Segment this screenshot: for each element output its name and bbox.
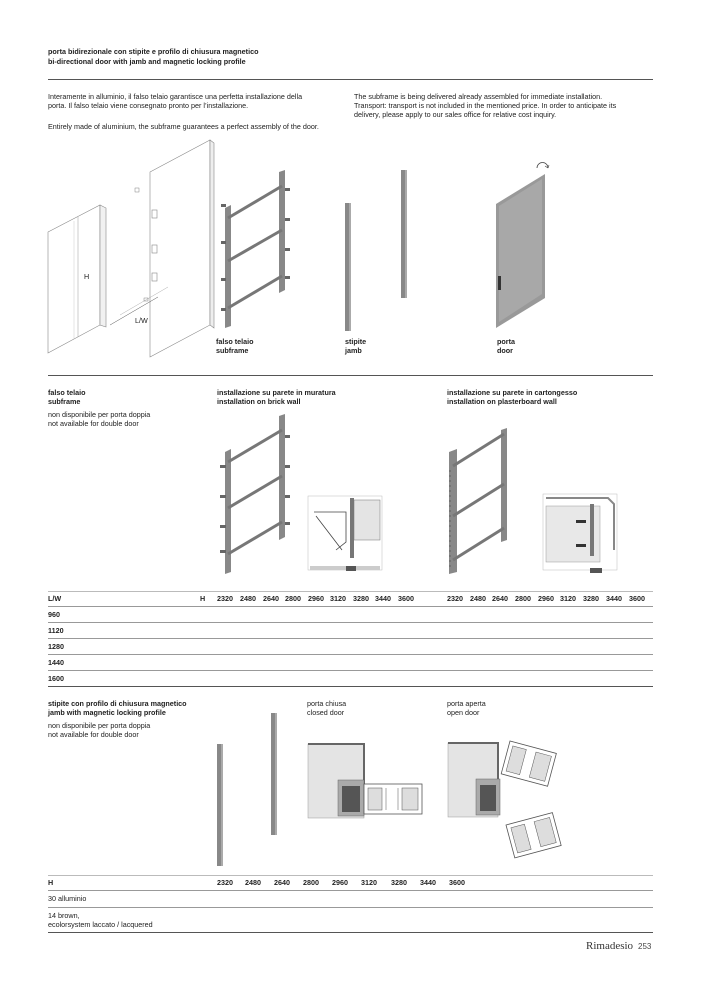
brick-height-3600: 3600	[398, 594, 414, 603]
finish-brown-line2: ecolorsystem laccato / lacquered	[48, 920, 153, 929]
brick-height-3280: 3280	[353, 594, 369, 603]
subframe-lw-header: L/W	[48, 594, 62, 603]
subframe-h-header: H	[200, 594, 206, 603]
brand-name: Rimadesio	[586, 940, 634, 952]
width-row-1440: 1440	[48, 658, 64, 667]
subframe-table-rule-2	[48, 622, 653, 623]
plaster-height-2320: 2320	[447, 594, 463, 603]
jamb-height-3600: 3600	[449, 878, 465, 887]
subframe-section-title-it: falso telaio	[48, 388, 86, 397]
brick-height-2640: 2640	[263, 594, 279, 603]
door-drawing	[490, 158, 560, 338]
header-divider	[48, 79, 653, 80]
finish-aluminium: 30 alluminio	[48, 894, 87, 903]
open-door-label-it: porta aperta	[447, 699, 486, 708]
jamb-drawing	[340, 165, 420, 335]
plaster-title-it: installazione su parete in cartongesso	[447, 388, 578, 397]
width-row-1280: 1280	[48, 642, 64, 651]
brick-section-drawing	[306, 492, 386, 582]
header-title-it: porta bidirezionale con stipite e profilo di chiusura magnetico	[48, 47, 259, 56]
subframe-caption-it: falso telaio	[216, 337, 254, 346]
open-door-label-en: open door	[447, 708, 480, 717]
intro-right-line2: Transport: transport is not included in the mentioned price. In order to anticipate its	[354, 101, 617, 110]
width-row-960: 960	[48, 610, 60, 619]
jamb-note-en: not available for double door	[48, 730, 139, 739]
door-panels-drawing	[40, 135, 220, 365]
brick-height-2480: 2480	[240, 594, 256, 603]
jamb-profiles-drawing	[212, 710, 282, 870]
jamb-height-2640: 2640	[274, 878, 290, 887]
jamb-section-title-en: jamb with magnetic locking profile	[48, 708, 166, 717]
intro-right-line3: delivery, please apply to our sales office for relative cost inquiry.	[354, 110, 557, 119]
door-caption-it: porta	[497, 337, 515, 346]
subframe-caption-en: subframe	[216, 346, 249, 355]
jamb-caption-it: stipite	[345, 337, 367, 346]
intro-right-line1: The subframe is being delivered already assembled for immediate installation.	[354, 92, 603, 101]
plaster-height-2480: 2480	[470, 594, 486, 603]
jamb-note-it: non disponibile per porta doppia	[48, 721, 151, 730]
subframe-table-top	[48, 591, 653, 592]
plaster-title-en: installation on plasterboard wall	[447, 397, 557, 406]
width-row-1600: 1600	[48, 674, 64, 683]
closed-door-label-en: closed door	[307, 708, 345, 717]
plaster-height-2800: 2800	[515, 594, 531, 603]
brick-height-2800: 2800	[285, 594, 301, 603]
plaster-height-3440: 3440	[606, 594, 622, 603]
section-divider-2	[48, 686, 653, 687]
plaster-height-3280: 3280	[583, 594, 599, 603]
brick-title-it: installazione su parete in muratura	[217, 388, 336, 397]
jamb-h-header: H	[48, 878, 54, 887]
brick-height-2320: 2320	[217, 594, 233, 603]
jamb-table-top	[48, 875, 653, 876]
brick-title-en: installation on brick wall	[217, 397, 301, 406]
brick-height-3440: 3440	[375, 594, 391, 603]
closed-door-section-drawing	[306, 740, 426, 820]
plaster-height-3120: 3120	[560, 594, 576, 603]
brick-height-2960: 2960	[308, 594, 324, 603]
jamb-height-2320: 2320	[217, 878, 233, 887]
plaster-section-drawing	[540, 490, 620, 580]
finish-brown-line1: 14 brown,	[48, 911, 80, 920]
subframe-table-rule-5	[48, 670, 653, 671]
plaster-height-2960: 2960	[538, 594, 554, 603]
h-dimension-label: H	[84, 272, 90, 281]
door-caption-en: door	[497, 346, 513, 355]
jamb-height-2960: 2960	[332, 878, 348, 887]
jamb-height-2480: 2480	[245, 878, 261, 887]
jamb-height-3280: 3280	[391, 878, 407, 887]
plaster-height-2640: 2640	[492, 594, 508, 603]
subframe-note-en: not available for double door	[48, 419, 139, 428]
jamb-height-3440: 3440	[420, 878, 436, 887]
jamb-section-title-it: stipite con profilo di chiusura magnetico	[48, 699, 187, 708]
jamb-height-2800: 2800	[303, 878, 319, 887]
width-row-1120: 1120	[48, 626, 64, 635]
section-divider-1	[48, 375, 653, 376]
intro-left-line3: Entirely made of aluminium, the subframe guarantees a perfect assembly of the door.	[48, 122, 319, 131]
closed-door-label-it: porta chiusa	[307, 699, 347, 708]
jamb-table-rule-1	[48, 890, 653, 891]
lw-dimension-label: L/W	[135, 316, 148, 325]
intro-left-line2: porta. Il falso telaio viene consegnato pronto per l’installazione.	[48, 101, 249, 110]
brick-height-3120: 3120	[330, 594, 346, 603]
plaster-subframe-drawing	[445, 410, 525, 575]
page-number: 253	[638, 942, 652, 951]
jamb-height-3120: 3120	[361, 878, 377, 887]
intro-left-line1: Interamente in alluminio, il falso telaio garantisce una perfetta installazione della	[48, 92, 303, 101]
subframe-table-rule-3	[48, 638, 653, 639]
plaster-height-3600: 3600	[629, 594, 645, 603]
brick-subframe-drawing	[215, 410, 295, 575]
subframe-section-title-en: subframe	[48, 397, 81, 406]
section-divider-3	[48, 932, 653, 933]
subframe-table-rule-4	[48, 654, 653, 655]
subframe-drawing	[215, 168, 295, 328]
subframe-table-rule-1	[48, 606, 653, 607]
open-door-section-drawing	[446, 735, 566, 865]
header-title-en: bi-directional door with jamb and magnetic locking profile	[48, 57, 246, 66]
jamb-caption-en: jamb	[345, 346, 362, 355]
jamb-table-rule-2	[48, 907, 653, 908]
subframe-note-it: non disponibile per porta doppia	[48, 410, 151, 419]
